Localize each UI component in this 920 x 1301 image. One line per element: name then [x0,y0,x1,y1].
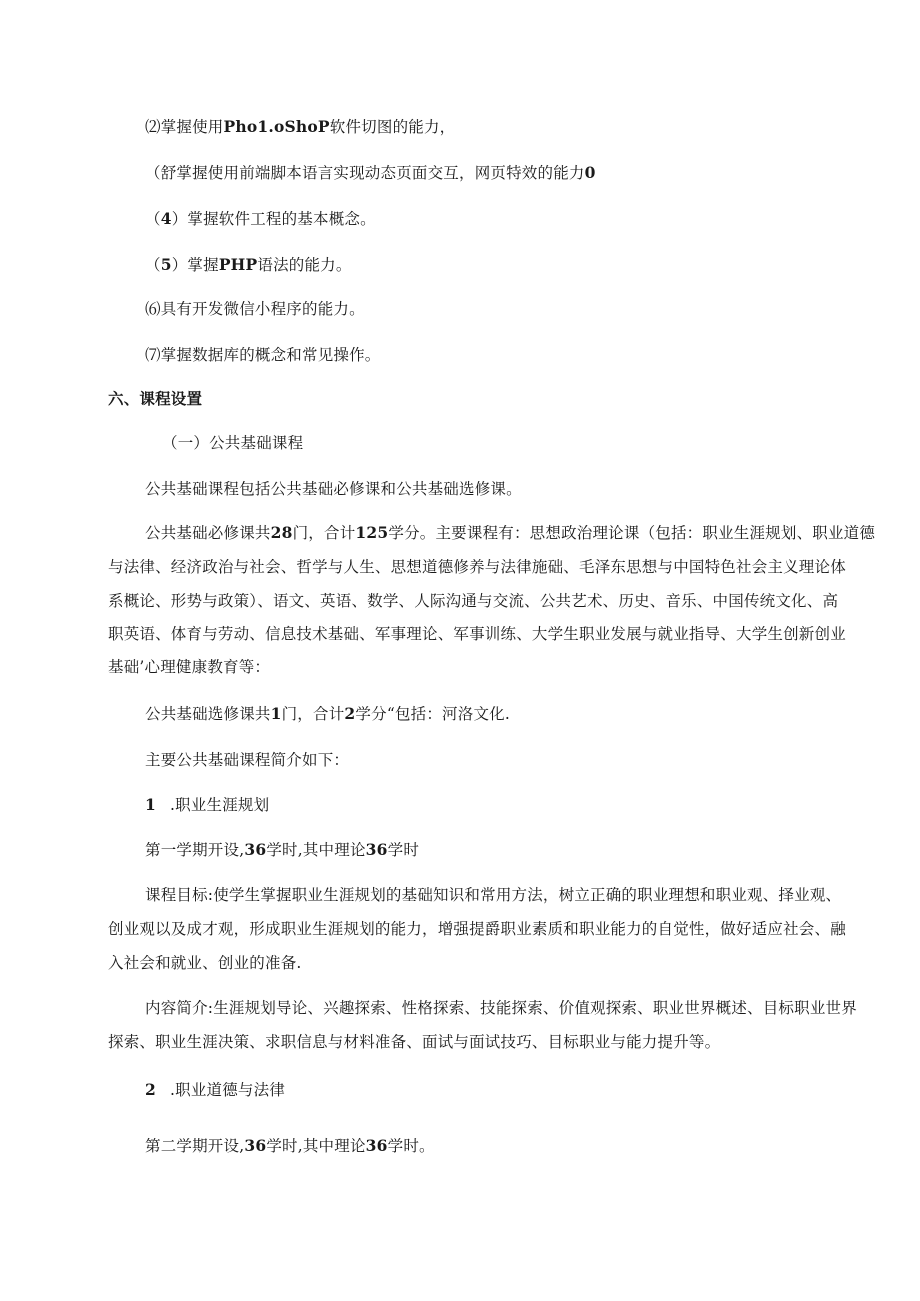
list-item-5-number: 5 [160,255,172,274]
course-1-heading [145,795,269,815]
section-title: 六、课程设置 [108,389,203,408]
elective-text-a: 公共基础选修课共 [145,705,271,723]
course-2-schedule [145,1136,435,1156]
required-line-3: 系概论、形势与政策）、语文、英语、数学、人际沟通与交流、公共艺术、历史、音乐、中国传统文化、高 [108,592,839,610]
required-line-4: 职英语、体育与劳动、信息技术基础、军事理论、军事训练、大学生职业发展与就业指导、大学生创新创业 [108,625,846,643]
list-item-2-prefix: ⑵掌握使用 [145,118,224,136]
list-item-2 [145,117,455,137]
course-2-schedule-c: 学时,其中理论 [266,1137,366,1155]
list-item-7: ⑺掌握数据库的概念和常见操作。 [145,346,381,364]
course-1-hours: 36 [244,840,267,859]
elective-paragraph [145,704,510,724]
list-item-5-php: PHP [218,255,258,274]
list-item-5-suffix: 语法的能力。 [257,256,352,274]
course-1-schedule-c: 学时,其中理论 [266,841,366,859]
list-item-5 [145,255,352,275]
course-2-title: .职业道德与法律 [170,1081,286,1099]
course-2-heading [145,1080,285,1100]
list-item-2-software: Pho1.oShoP [223,117,330,136]
course-1-goal-line-2: 创业观以及成才观，形成职业生涯规划的能力，增强提爵职业素质和职业能力的自觉性，做好适应社会、融 [108,920,846,938]
course-2-number: 2 [145,1080,156,1099]
list-item-3 [145,163,596,183]
required-line-1 [145,523,875,543]
course-1-schedule-a: 第一学期开设, [145,841,245,859]
required-count: 28 [270,523,293,542]
elective-credits: 2 [344,704,356,723]
intro-paragraph: 公共基础课程包括公共基础必修课和公共基础选修课。 [145,480,522,498]
list-item-3-bold: 0 [584,163,596,182]
course-1-goal-line-1: 课程目标:使学生掌握职业生涯规划的基础知识和常用方法，树立正确的职业理想和职业观、择业观、 [145,886,842,904]
required-line-2: 与法律、经济政治与社会、哲学与人生、思想道德修养与法律施础、毛泽东思想与中国特色社会主义理论体 [108,558,846,576]
elective-count: 1 [270,704,282,723]
list-item-4 [145,209,376,229]
course-2-theory-hours: 36 [365,1136,388,1155]
list-item-4-number: 4 [160,209,172,228]
required-text-c: 门，合计 [292,524,356,542]
required-credits: 125 [355,523,389,542]
course-2-schedule-e: 学时。 [387,1137,435,1155]
elective-text-c: 门，合计 [281,705,345,723]
course-1-title: .职业生涯规划 [170,796,270,814]
required-line-5: 基础’心理健康教育等： [108,658,271,676]
list-item-4-suffix: ）掌握软件工程的基本概念。 [171,210,376,228]
course-1-content-line-1: 内容简介:生涯规划导论、兴趣探索、性格探索、技能探索、价值观探索、职业世界概述、目标职业世界 [145,999,857,1017]
list-item-5-prefix: （ [145,256,161,274]
list-item-2-suffix: 软件切图的能力， [329,118,456,136]
subsection-title: （一）公共基础课程 [162,434,304,452]
overview-line: 主要公共基础课程简介如下： [145,751,350,769]
course-1-content-line-2: 探索、职业生涯决策、求职信息与材料准备、面试与面试技巧、目标职业与能力提升等。 [108,1033,721,1051]
course-1-theory-hours: 36 [365,840,388,859]
course-1-goal-line-3: 入社会和就业、创业的准备. [108,954,302,972]
required-text-e: 学分。主要课程有：思想政治理论课（包括：职业生涯规划、职业道德 [388,524,876,542]
elective-text-e: 学分“包括：河洛文化. [355,705,510,723]
list-item-3-prefix: （舒掌握使用前端脚本语言实现动态页面交互，网页特效的能力 [145,164,585,182]
course-1-schedule-e: 学时 [387,841,420,859]
list-item-5-mid: ）掌握 [171,256,219,274]
course-1-schedule [145,840,419,860]
course-1-number: 1 [145,795,156,814]
course-2-hours: 36 [244,1136,267,1155]
list-item-4-prefix: （ [145,210,161,228]
course-2-schedule-a: 第二学期开设, [145,1137,245,1155]
required-text-a: 公共基础必修课共 [145,524,271,542]
list-item-6: ⑹具有开发微信小程序的能力。 [145,300,365,318]
